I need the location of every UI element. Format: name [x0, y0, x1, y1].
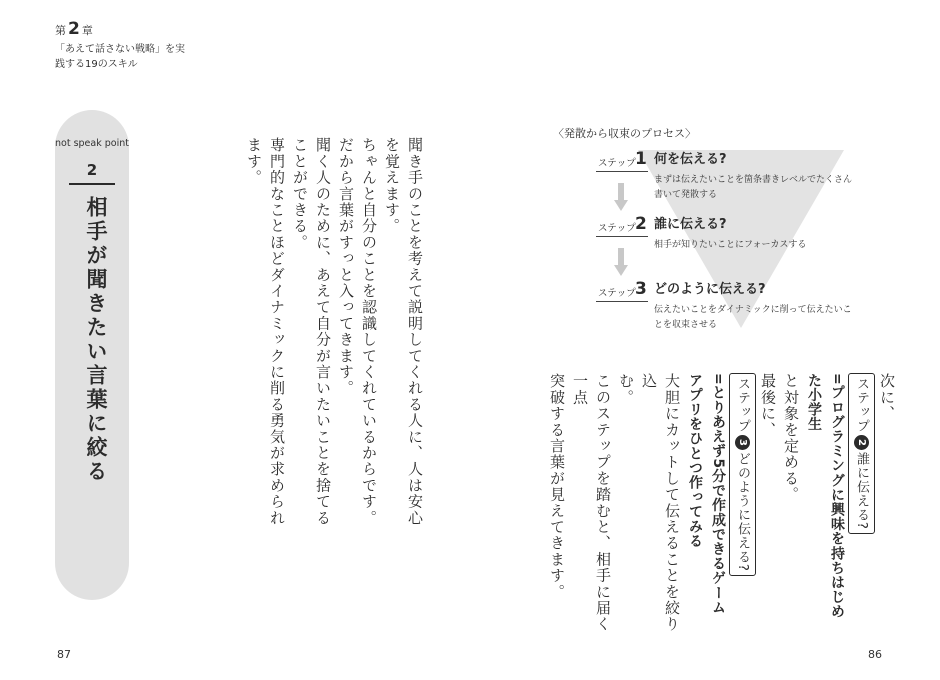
chapter-suffix: 章 — [81, 24, 93, 37]
step3-box-line — [729, 373, 756, 633]
left-body-text — [242, 137, 426, 537]
step-1-tag: ステップ — [598, 158, 636, 169]
diagram-caption: 〈発散から収束のプロセス〉 — [553, 127, 696, 140]
step3-callout-box — [729, 373, 756, 576]
step-3-description: 伝えたいことをダイナミックに削って伝えたいことを収束させる — [654, 305, 852, 330]
step2-callout-tag: ステップ — [854, 377, 869, 433]
arrow-down-icon — [614, 248, 628, 276]
running-head — [55, 20, 255, 72]
step2-answer-line-1: =プログラミングに興味を持ちはじめ — [829, 373, 845, 619]
step-2-underline — [596, 236, 648, 237]
chapter-prefix: 第 — [55, 24, 66, 37]
cut-line-2: む。 — [617, 373, 635, 406]
step-3-tag: ステップ — [598, 288, 636, 299]
point-title: 相手が聞きたい言葉に絞る — [84, 196, 108, 484]
point-number: 2 — [86, 161, 98, 179]
step-2-heading: 誰に伝える? — [654, 217, 727, 232]
point-label: not speak point — [55, 138, 129, 149]
step-3-heading: どのように伝える? — [654, 282, 766, 297]
body-line-1: 聞き手のことを考えて説明してくれる人に、人は安心を覚えます。 — [383, 137, 424, 526]
chapter-title: 「あえて話さない戦略」を実践する19のスキル — [55, 44, 185, 70]
body-line-4: 聞く人のために、あえて自分が言いたいことを捨てることができる。 — [291, 137, 332, 526]
step3-callout-text: どのように伝える? — [735, 452, 750, 572]
step-1-number: 1 — [635, 149, 647, 169]
next-text: 次に、 — [878, 373, 896, 422]
step3-answer-line-2: アプリをひとつ作ってみる — [687, 373, 703, 549]
step-2-number: 2 — [635, 214, 647, 234]
right-body-text — [545, 373, 898, 633]
body-line-5: 専門的なことほどダイナミックに削る勇気が求められます。 — [245, 137, 286, 526]
step-3-number: 3 — [635, 279, 647, 299]
chapter-number-value: 2 — [68, 19, 80, 39]
body-line-2: ちゃんと自分のことを認識してくれているからです。 — [360, 137, 378, 526]
step2-callout-box — [848, 373, 875, 534]
step-1-heading: 何を伝える? — [654, 152, 727, 167]
step2-tail-line: と対象を定める。 — [782, 373, 800, 503]
step-3-underline — [596, 301, 648, 302]
step3-callout-tag: ステップ — [735, 377, 750, 433]
step-2-tag: ステップ — [598, 223, 636, 234]
result-line-1: このステップを踏むと、相手に届く一点 — [571, 373, 612, 633]
page-number-left: 87 — [57, 648, 71, 661]
point-divider — [69, 183, 115, 185]
step2-callout-text: 誰に伝える? — [854, 452, 869, 530]
chapter-number — [55, 20, 255, 40]
step3-number-badge: 3 — [735, 435, 750, 450]
next-line — [875, 373, 898, 633]
point-pill — [55, 110, 129, 600]
step-2-description: 相手が知りたいことにフォーカスする — [654, 240, 807, 250]
step-1-underline — [596, 171, 648, 172]
page-number-right: 86 — [868, 648, 882, 661]
step2-number-badge: 2 — [854, 435, 869, 450]
step-1-description: まずは伝えたいことを箇条書きレベルでたくさん書いて発散する — [654, 175, 853, 200]
step2-answer-line-2: た小学生 — [806, 373, 822, 432]
result-line-2: 突破する言葉が見えてきます。 — [548, 373, 566, 600]
step2-box-line — [848, 373, 875, 633]
body-line-3: だから言葉がすっと入ってきます。 — [337, 137, 355, 397]
arrow-down-icon — [614, 183, 628, 211]
cut-line-1: 大胆にカットして伝えることを絞り込 — [640, 373, 681, 633]
finally-line: 最後に、 — [759, 373, 777, 438]
step3-answer-line-1: =とりあえず5分で作成できるゲーム — [710, 373, 726, 615]
